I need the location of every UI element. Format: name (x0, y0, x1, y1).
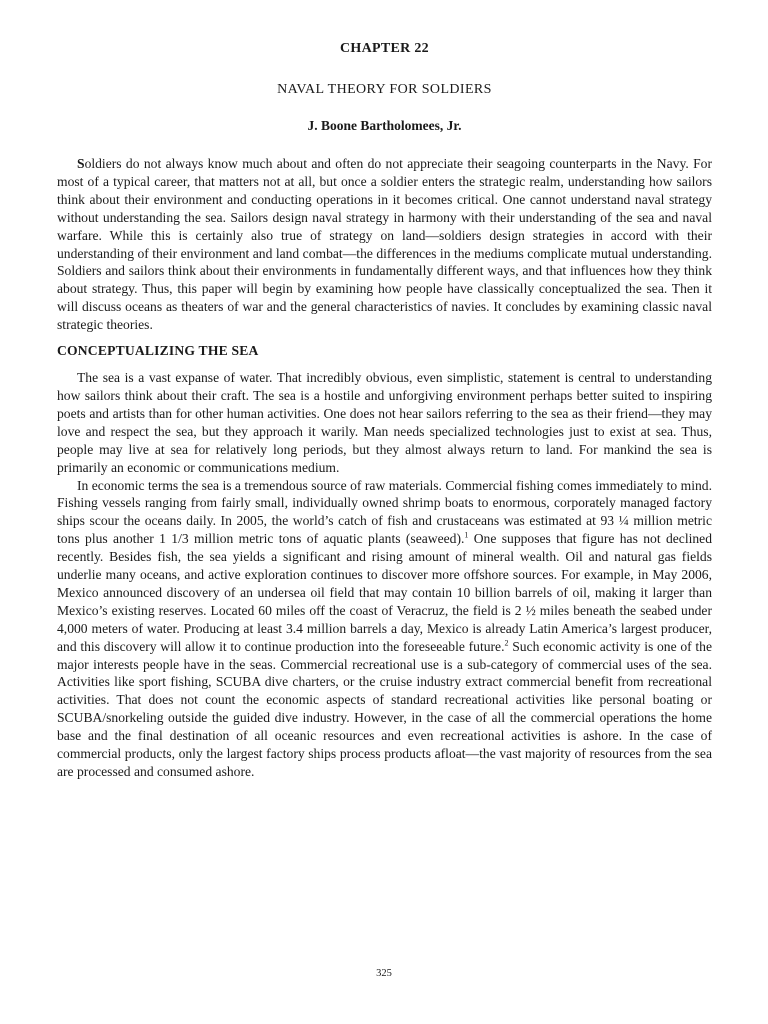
footnote-ref-1[interactable]: 1 (464, 530, 469, 540)
footnote-ref-2[interactable]: 2 (504, 638, 509, 648)
intro-text: oldiers do not always know much about and often do not appreciate their seagoing counterparts in the Navy. For most of a typical career, that matters not at all, but once a soldier enters the strategic realm, understanding how sailors think about their environment and conducting operations in it becomes critical. One cannot understand naval strategy without understanding the sea. Sailors design naval strategy in harmony with their understanding of the sea and naval warfare. While this is certainly also true of strategy on land—soldiers design strategies in accord with their understanding of their environment and land combat—the differences in the mediums complicate mutual understanding. Soldiers and sailors think about their environments in fundamentally different ways, and that influences how they think about strategy. Thus, this paper will begin by examining how people have classically conceptualized the sea. Then it will discuss oceans as theaters of war and the general characteristics of navies. It concludes by examining classic naval strategic theories. (57, 156, 712, 333)
section-paragraph-1: The sea is a vast expanse of water. That incredibly obvious, even simplistic, statement is central to understanding how sailors think about their craft. The sea is a hostile and unforgiving environment perhaps better suited to inspiring poets and artists than for other human activities. One does not hear sailors referring to the sea as their friend—they may love and respect the sea, but they approach it warily. Man needs specialized technologies just to exist at sea. Thus, people may live at sea for relatively long periods, but they almost always return to land. For mankind the sea is primarily an economic or communications medium. (57, 370, 712, 475)
drop-initial: S (77, 156, 85, 171)
section-paragraph-2 (57, 477, 712, 781)
paragraph-2-part-b: One supposes that figure has not declined recently. Besides fish, the sea yields a significant and rising amount of mineral wealth. Oil and natural gas fields underlie many oceans, and active exploration continues to discover more offshore sources. For example, in May 2006, Mexico announced discovery of an undersea oil field that may contain 10 billion barrels of oil, making it larger than Mexico’s existing reserves. Located 60 miles off the coast of Veracruz, the field is 2 ½ miles beneath the seabed under 4,000 meters of water. Producing at least 3.4 million barrels a day, Mexico is already Latin America’s largest producer, and this discovery will allow it to continue production into the foreseeable future. (57, 531, 712, 654)
page-number: 325 (376, 968, 392, 979)
chapter-body (57, 155, 712, 781)
paragraph-2-part-a: In economic terms the sea is a tremendous source of raw materials. Commercial fishing comes immediately to mind. Fishing vessels ranging from fairly small, individually owned shrimp boats to enormous, corporately managed factory ships scour the oceans daily. In 2005, the world’s catch of fish and crustaceans was estimated at 93 ¼ million metric tons plus another 1 1/3 million metric tons of aquatic plants (seaweed). (57, 477, 712, 547)
paragraph-2-part-c: Such economic activity is one of the major interests people have in the seas. Commercial recreational use is a sub-category of commercial uses of the sea. Activities like sport fishing, SCUBA dive charters, or the cruise industry extract commercial benefit from recreational activities. That does not count the economic aspects of standard recreational activities like personal boating or SCUBA/snorkeling outside the guided dive industry. However, in the case of all the commercial operations the home base and the final destination of all oceanic resources and even recreational activities is ashore. In the case of commercial products, only the largest factory ships process products afloat—the vast majority of resources from the sea are processed and consumed ashore. (57, 638, 712, 779)
intro-paragraph (57, 155, 712, 334)
author-name: J. Boone Bartholomees, Jr. (307, 118, 462, 133)
chapter-label: CHAPTER 22 (340, 41, 429, 56)
chapter-title: NAVAL THEORY FOR SOLDIERS (277, 82, 492, 97)
section-heading: CONCEPTUALIZING THE SEA (57, 343, 259, 359)
